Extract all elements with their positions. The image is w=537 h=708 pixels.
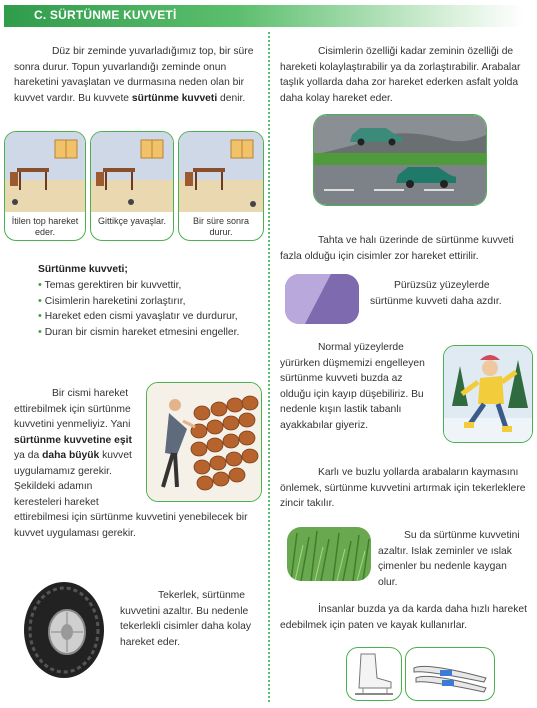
skate-paragraph: İnsanlar buzda ya da karda daha hızlı hareket edebilmek için paten ve kayak kullanırlar. <box>280 604 527 631</box>
room-scene-icon <box>179 132 263 212</box>
road-cars-icon <box>314 115 486 205</box>
definition-title: Sürtünme kuvveti; <box>38 264 128 275</box>
man-logs-icon <box>147 383 261 501</box>
fabric-icon <box>285 274 359 324</box>
bullet-icon: • <box>38 279 42 291</box>
intro-end: denir. <box>217 92 246 104</box>
tire-image <box>14 578 114 683</box>
room-illustration-2 <box>90 131 174 241</box>
fabric-image <box>285 274 359 324</box>
section-header <box>4 5 524 27</box>
definition-list <box>14 278 260 340</box>
carpet-paragraph: Tahta ve halı üzerinde de sürtünme kuvveti fazla olduğu için cisimler zor hareket ettirilir. <box>280 235 514 262</box>
intro-text: Düz bir zeminde yuvarladığımız top, bir süre sonra durur. Topun yuvarlandığı zeminde onun hareketini yavaşlatan ve durmasına neden olan bir kuvvet vardır. Bu kuvvete <box>14 46 254 104</box>
room-caption-3: Bir süre sonra durur. <box>192 216 250 237</box>
room-scene-icon <box>5 132 85 212</box>
ice-paragraph: Normal yüzeylerde yürürken düşmemizi engelleyen sürtünme kuvveti buzda az olduğu için kayıp düşebiliriz. Bu nedenle kışın lastik tabanlı ayakkabılar giyeriz. <box>280 342 425 431</box>
definition-item: • Cisimlerin hareketini zorlaştırır, <box>38 294 186 307</box>
smooth-paragraph: Pürüzsüz yüzeylerde sürtünme kuvveti daha azdır. <box>370 280 502 307</box>
bullet-icon: • <box>38 294 42 307</box>
room-scene-icon <box>91 132 173 212</box>
push-paragraph: Bir cismi hareket ettirebilmek için sürtünme kuvvetini yenmeliyiz. Yani sürtünme kuvvetine eşit ya da daha büyük kuvvet uygulamamız gerekir. Şekildeki adamın keresteleri hareket ettirebilmesi için sürtünme kuvvetini yenebilecek bir kuvvet uygulaması gerekir. <box>14 386 260 541</box>
column-divider <box>268 32 270 702</box>
ice-skate-image <box>346 647 402 701</box>
ice-skate-icon <box>347 648 401 700</box>
wet-grass-image <box>287 527 371 581</box>
wheel-paragraph: Tekerlek, sürtünme kuvvetini azaltır. Bu nedenle tekerlekli cisimler daha kolay hareket eder. <box>120 590 252 648</box>
skis-image <box>405 647 495 701</box>
intro-paragraph <box>14 44 260 106</box>
room-caption-1: İtilen top hareket eder. <box>11 216 79 237</box>
water-paragraph: Su da sürtünme kuvvetini azaltır. Islak zeminler ve ıslak çimenler bu nedenle kaygan olur. <box>378 530 520 588</box>
tire-icon <box>14 578 114 683</box>
man-pushing-logs-image <box>146 382 262 502</box>
intro-term: sürtünme kuvveti <box>131 92 218 104</box>
room-illustration-3 <box>178 131 264 241</box>
girl-ice-icon <box>444 346 532 442</box>
chain-paragraph: Karlı ve buzlu yollarda arabaların kaymasını önlemek, sürtünme kuvvetini artırmak için tekerleklere zincir takılır. <box>280 467 526 509</box>
skis-icon <box>406 648 494 700</box>
girl-on-ice-image <box>443 345 533 443</box>
bullet-icon: • <box>38 325 42 338</box>
grass-icon <box>287 527 371 581</box>
definition-item: • Duran bir cismin hareket etmesini engeller. <box>38 325 240 338</box>
room-caption-2: Gittikçe yavaşlar. <box>97 216 167 226</box>
surface-paragraph: Cisimlerin özelliği kadar zeminin özelliği de hareketi kolaylaştırabilir ya da zorlaştırabilir. Arabalar taşlık yollarda daha zor hareket ederken asfalt yolda daha kolay hareket eder. <box>280 46 521 104</box>
room-illustration-1 <box>4 131 86 241</box>
definition-item: • Temas gerektiren bir kuvvettir, <box>38 279 182 291</box>
bullet-icon: • <box>38 310 42 322</box>
section-title: C. SÜRTÜNME KUVVETİ <box>34 8 177 22</box>
road-image <box>313 114 487 206</box>
definition-item: • Hareket eden cismi yavaşlatır ve durdurur, <box>38 310 238 322</box>
